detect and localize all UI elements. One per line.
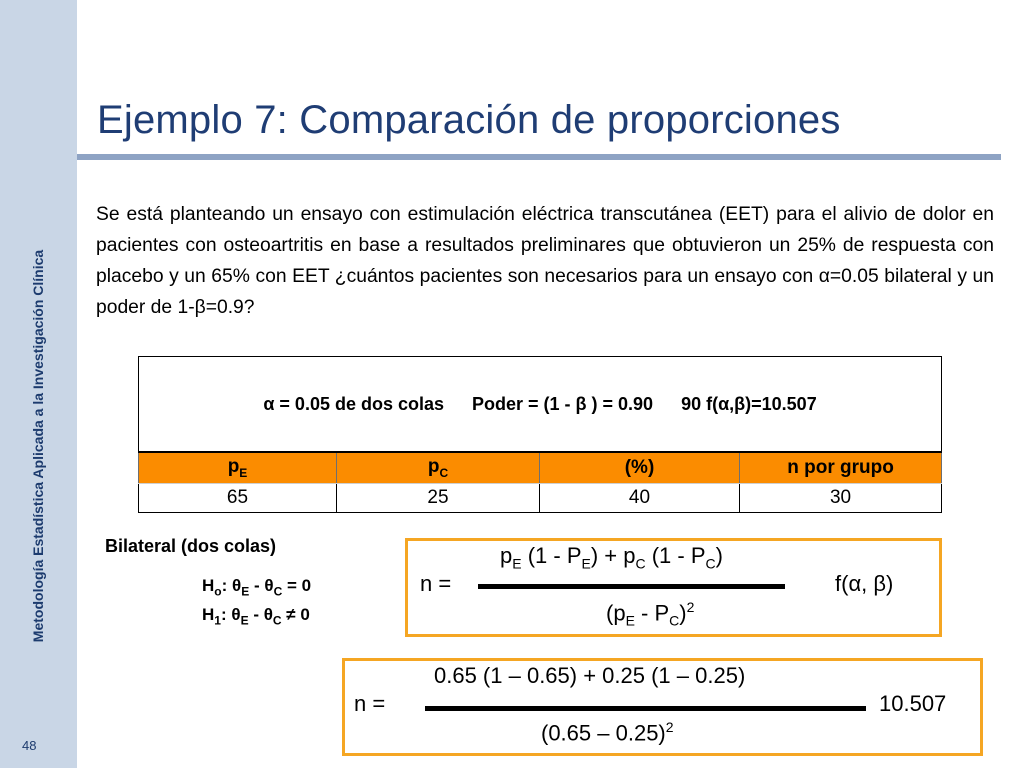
formula-num-text2: ) + p — [590, 543, 636, 568]
header-pe — [139, 452, 337, 484]
bilateral-label: Bilateral (dos colas) — [105, 536, 277, 556]
alpha-symbol: α — [263, 393, 275, 414]
h0-e: E — [241, 584, 250, 599]
formula-num-sub-c: C — [635, 555, 646, 572]
beta-symbol: β — [194, 297, 206, 318]
h1-letter: H — [202, 605, 215, 625]
formula-den-text2: ) — [679, 600, 687, 626]
problem-text-part1: Se está planteando un ensayo con estimulación eléctrica transcutánea (EET) para el alivio de dolor en pacientes con osteoartritis en base a resultados preliminares que obtuvieron un 25% de respuesta con placebo y un 65% con EET ¿cuántos pacientes son necesarios para un ensayo con — [96, 204, 994, 287]
formula-num-sub-c2: C — [705, 555, 716, 572]
h1-minus: - — [248, 605, 264, 625]
h0-sub: o — [214, 584, 222, 599]
formula-denominator — [606, 599, 694, 629]
h0-letter: H — [202, 576, 215, 595]
formula-den-sub-e: E — [625, 612, 635, 629]
page-number: 48 — [22, 738, 37, 753]
example-denominator — [541, 719, 674, 746]
cell-percent: 40 — [540, 484, 740, 513]
problem-text-part3: =0.9? — [205, 297, 255, 318]
header-n-per-group: n por grupo — [740, 452, 942, 484]
formula-den-text1: - P — [634, 600, 670, 626]
cell-pc: 25 — [337, 484, 540, 513]
worked-example-box — [342, 658, 983, 756]
power-value: Poder = (1 - β ) = 0.90 — [472, 393, 654, 414]
formula-den-sub-c: C — [669, 612, 680, 629]
h0-theta-c: θ — [264, 576, 274, 595]
formula-den-exponent: 2 — [686, 599, 695, 615]
formula-fraction-bar — [478, 584, 785, 589]
h0-colon: : — [221, 576, 228, 595]
sidebar-course-title: Metodología Estadística Aplicada a la Investigación Clínica — [30, 249, 46, 643]
null-hypothesis — [202, 574, 311, 603]
example-lhs: n = — [354, 691, 386, 716]
header-percent: (%) — [540, 452, 740, 484]
example-den-text: (0.65 – 0.25) — [541, 720, 666, 746]
h1-e: E — [240, 613, 249, 628]
slide-title: Ejemplo 7: Comparación de proporciones — [97, 98, 841, 142]
alpha-value: = 0.05 de dos colas — [274, 393, 445, 414]
table-header-row — [139, 452, 942, 484]
h1-theta-c: θ — [263, 605, 273, 625]
hypotheses — [202, 574, 311, 633]
h0-minus: - — [249, 576, 265, 595]
example-numerator: 0.65 (1 – 0.65) + 0.25 (1 – 0.25) — [434, 663, 746, 688]
sample-size-table — [138, 356, 942, 513]
formula-numerator — [500, 543, 723, 571]
table-row — [139, 484, 942, 513]
problem-statement — [96, 199, 994, 323]
example-fraction-bar — [425, 706, 866, 711]
header-pe-sub: E — [239, 465, 248, 480]
problem-text-part2: =0.05 bilateral y un poder de 1- — [96, 266, 994, 318]
formula-num-p: p — [500, 543, 513, 568]
formula-rhs: f(α, β) — [835, 571, 894, 596]
table-params-row — [139, 357, 942, 453]
header-pe-main: p — [227, 456, 240, 478]
general-formula-box — [405, 538, 942, 637]
formula-num-text3: (1 - P — [645, 543, 706, 568]
alpha-symbol: α — [818, 266, 830, 287]
h1-theta-e: θ — [231, 605, 241, 625]
sidebar — [0, 0, 77, 768]
formula-lhs: n = — [420, 571, 452, 596]
h1-colon: : — [220, 605, 227, 625]
f-value: 90 f(α,β)=10.507 — [681, 393, 817, 414]
h0-relation: = 0 — [282, 576, 312, 595]
header-pc-main: p — [427, 456, 440, 478]
params-cell — [139, 357, 942, 453]
formula-num-text4: ) — [715, 543, 723, 568]
h0-theta-e: θ — [232, 576, 242, 595]
title-underline — [77, 154, 1001, 160]
h1-c: C — [272, 613, 282, 628]
cell-pe: 65 — [139, 484, 337, 513]
formula-num-sub-e2: E — [581, 555, 591, 572]
h1-relation: ≠ 0 — [281, 605, 310, 625]
h1-sub: 1 — [214, 613, 221, 628]
header-pc-sub: C — [439, 465, 449, 480]
h0-c: C — [273, 584, 283, 599]
alternative-hypothesis — [202, 603, 311, 632]
header-pc — [337, 452, 540, 484]
example-rhs: 10.507 — [879, 691, 947, 716]
formula-den-p: (p — [606, 600, 626, 626]
formula-num-sub-e: E — [512, 555, 522, 572]
formula-num-text1: (1 - P — [521, 543, 582, 568]
example-den-exponent: 2 — [665, 719, 674, 735]
cell-n: 30 — [740, 484, 942, 513]
